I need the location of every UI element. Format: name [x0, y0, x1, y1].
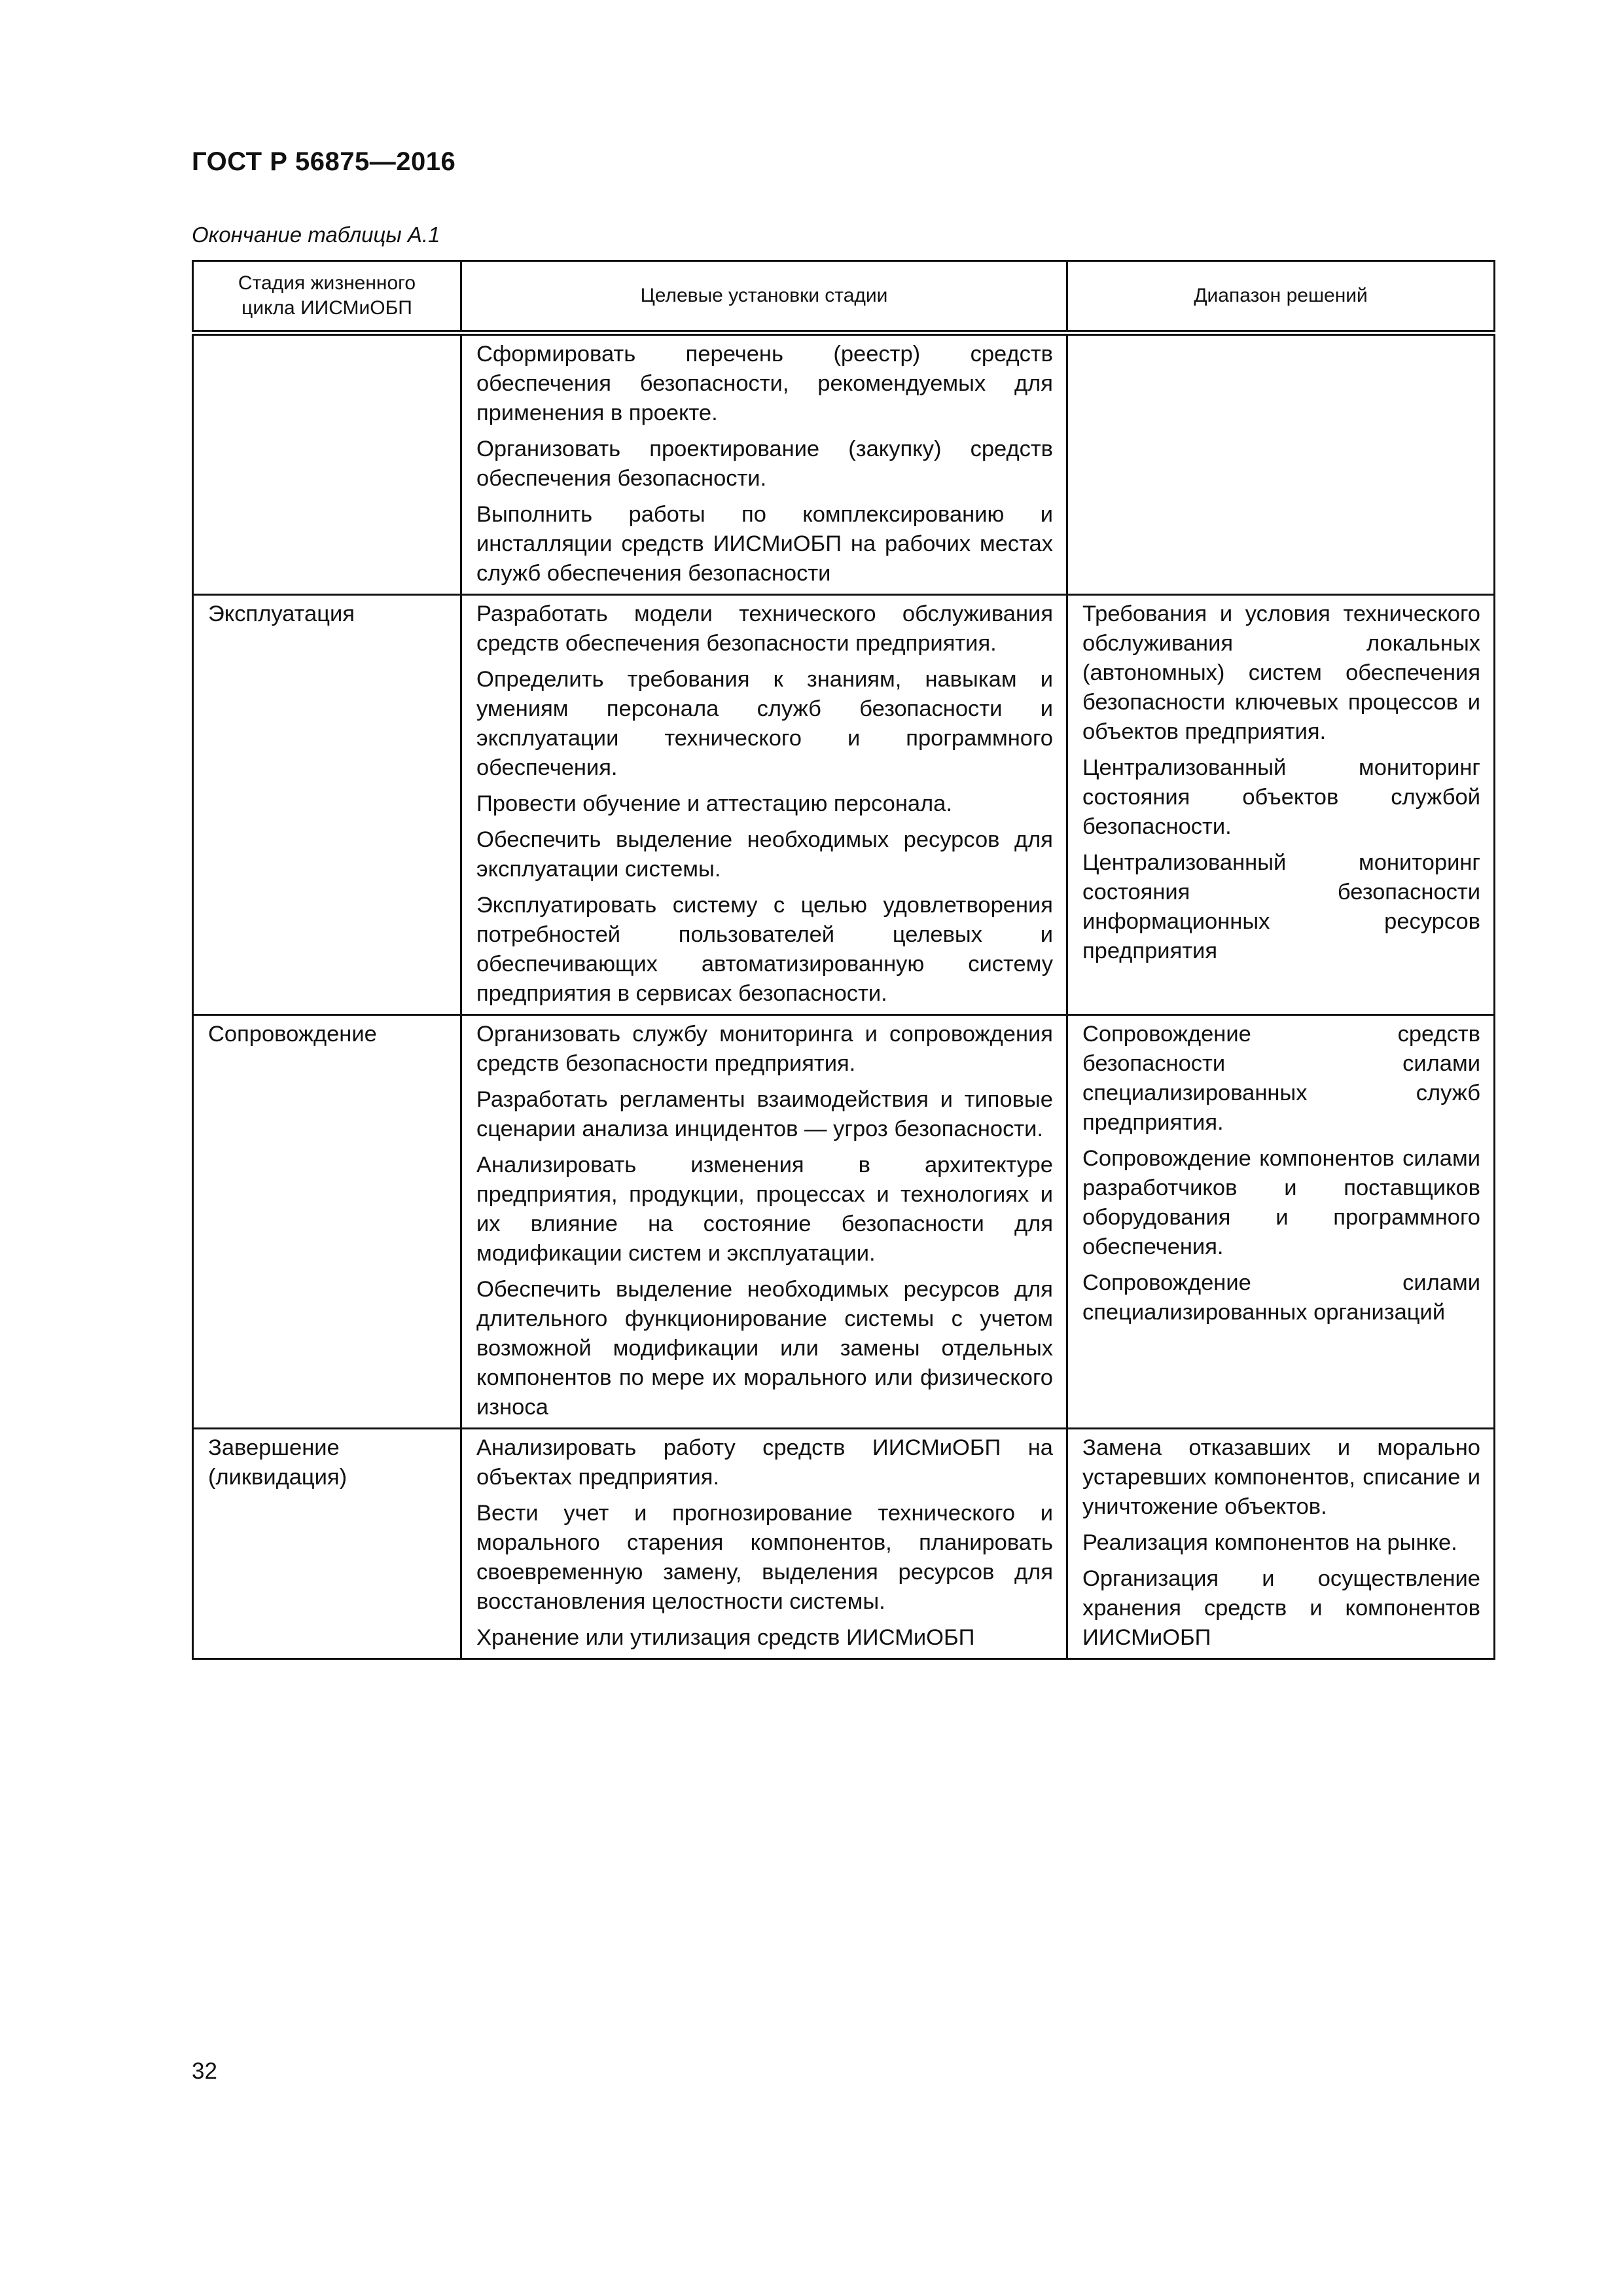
stage-cell: Эксплуатация [193, 595, 461, 1015]
lifecycle-table [192, 260, 1495, 1660]
column-header-range: Диапазон решений [1067, 261, 1495, 333]
range-item: Реализация компонентов на рынке. [1082, 1530, 1457, 1555]
range-item: Централизованный мониторинг состояния объектов службой безопасности. [1082, 755, 1480, 839]
page-number: 32 [192, 2058, 217, 2084]
goal-item: Разработать регламенты взаимодействия и типовые сценарии анализа инцидентов — угроз безопасности. [476, 1087, 1053, 1141]
stage-cell [193, 333, 461, 595]
table-row [193, 1015, 1495, 1429]
goal-item: Выполнить работы по комплексированию и инсталляции средств ИИСМиОБП на рабочих местах служб обеспечения безопасности [476, 502, 1053, 586]
table-row [193, 595, 1495, 1015]
goal-item: Хранение или утилизация средств ИИСМиОБП [476, 1625, 975, 1650]
goal-item: Обеспечить выделение необходимых ресурсов для длительного функционирование системы с учетом возможной модификации или замены отдельных компонентов по мере их морального или физического износа [476, 1277, 1053, 1420]
table-header-row [193, 261, 1495, 333]
table-row [193, 333, 1495, 595]
goal-item: Эксплуатировать систему с целью удовлетворения потребностей пользователей целевых и обеспечивающих автоматизированную систему предприятия в сервисах безопасности. [476, 893, 1053, 1006]
range-item: Сопровождение средств безопасности силами специализированных служб предприятия. [1082, 1022, 1480, 1135]
goal-item: Анализировать изменения в архитектуре предприятия, продукции, процессах и технологиях и их влияние на состояние безопасности для модификации систем и эксплуатации. [476, 1153, 1053, 1266]
range-item: Сопровождение компонентов силами разработчиков и поставщиков оборудования и программного обеспечения. [1082, 1146, 1480, 1259]
table-row [193, 1429, 1495, 1659]
column-header-goals: Целевые установки стадии [461, 261, 1067, 333]
goal-item: Определить требования к знаниям, навыкам и умениям персонала служб безопасности и эксплуатации технического и программного обеспечения. [476, 667, 1053, 780]
goals-cell [461, 595, 1067, 1015]
range-item: Замена отказавших и морально устаревших компонентов, списание и уничтожение объектов. [1082, 1435, 1480, 1519]
range-cell [1067, 1429, 1495, 1659]
column-header-stage: Стадия жизненного цикла ИИСМиОБП [193, 261, 461, 333]
stage-cell: Завершение (ликвидация) [193, 1429, 461, 1659]
range-cell [1067, 1015, 1495, 1429]
stage-cell: Сопровождение [193, 1015, 461, 1429]
range-cell [1067, 333, 1495, 595]
goals-cell [461, 333, 1067, 595]
range-item: Сопровождение силами специализированных организаций [1082, 1270, 1480, 1325]
table-caption: Окончание таблицы А.1 [192, 223, 440, 247]
range-item: Организация и осуществление хранения средств и компонентов ИИСМиОБП [1082, 1566, 1480, 1650]
goal-item: Анализировать работу средств ИИСМиОБП на объектах предприятия. [476, 1435, 1053, 1490]
range-item: Централизованный мониторинг состояния безопасности информационных ресурсов предприятия [1082, 850, 1480, 963]
document-code: ГОСТ Р 56875—2016 [192, 147, 456, 176]
goal-item: Разработать модели технического обслуживания средств обеспечения безопасности предприятия. [476, 601, 1053, 656]
range-item: Требования и условия технического обслуживания локальных (автономных) систем обеспечения безопасности ключевых процессов и объектов предприятия. [1082, 601, 1480, 744]
goal-item: Обеспечить выделение необходимых ресурсов для эксплуатации системы. [476, 827, 1053, 882]
goal-item: Сформировать перечень (реестр) средств обеспечения безопасности, рекомендуемых для применения в проекте. [476, 342, 1053, 425]
range-cell [1067, 595, 1495, 1015]
goal-item: Провести обучение и аттестацию персонала. [476, 791, 952, 816]
goal-item: Организовать службу мониторинга и сопровождения средств безопасности предприятия. [476, 1022, 1053, 1076]
goals-cell [461, 1015, 1067, 1429]
goals-cell [461, 1429, 1067, 1659]
goal-item: Организовать проектирование (закупку) средств обеспечения безопасности. [476, 437, 1053, 491]
goal-item: Вести учет и прогнозирование технического и морального старения компонентов, планировать своевременную замену, выделения ресурсов для восстановления целостности системы. [476, 1501, 1053, 1614]
